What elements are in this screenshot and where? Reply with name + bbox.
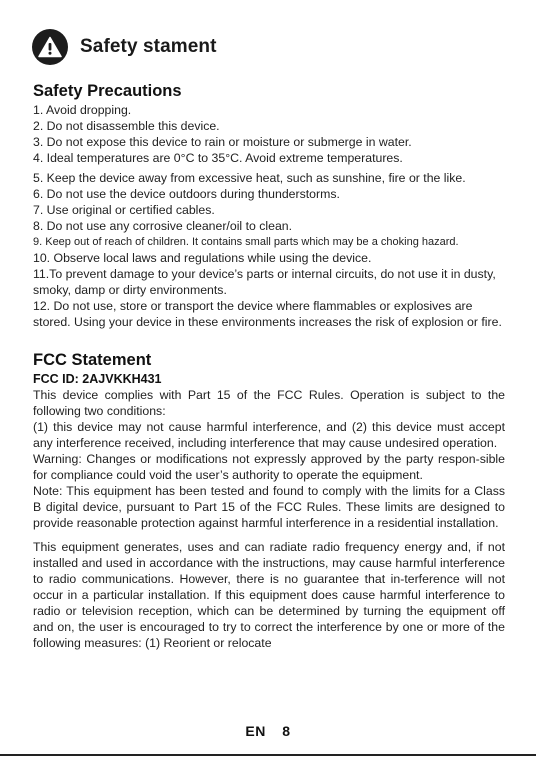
list-item: 3. Do not expose this device to rain or moisture or submerge in water. xyxy=(33,135,412,149)
list-item: 9. Keep out of reach of children. It contains small parts which may be a choking hazard. xyxy=(33,236,459,248)
list-item: 11.To prevent damage to your device’s parts or internal circuits, do not use it in dusty, smoky, damp or dirty environments. xyxy=(33,267,496,297)
fcc-warning: Warning: Changes or modifications not expressly approved by the party respon-sible for compliance could void the user’s authority to operate the equipment. xyxy=(33,452,505,482)
fcc-id: FCC ID: 2AJVKKH431 xyxy=(33,372,162,386)
fcc-heading: FCC Statement xyxy=(33,351,152,369)
safety-list-group2 xyxy=(33,170,505,330)
language-code: EN xyxy=(245,723,266,739)
list-item: 6. Do not use the device outdoors during thunderstorms. xyxy=(33,187,340,201)
footer-divider xyxy=(0,754,536,756)
warning-icon xyxy=(32,29,68,65)
list-item: 7. Use original or certified cables. xyxy=(33,203,215,217)
page-number: 8 xyxy=(282,723,291,739)
list-item: 8. Do not use any corrosive cleaner/oil to clean. xyxy=(33,219,293,233)
page-title: Safety stament xyxy=(80,36,217,57)
list-item: 2. Do not disassemble this device. xyxy=(33,119,220,133)
page-footer xyxy=(0,723,536,739)
list-item: 1. Avoid dropping. xyxy=(33,103,132,117)
fcc-paragraph: This equipment generates, uses and can radiate radio frequency energy and, if not installed and used in accordance with the instructions, may cause harmful interference to radio communications. However, there is no guarantee that in-terference will not occur in a particular installation. If this equipment does cause harmful interference to radio or television reception, which can be determined by turning the equipment off and on, the user is encouraged to try to correct the interference by one or more of the following measures: (1) Reorient or relocate xyxy=(33,540,505,650)
fcc-paragraph: (1) this device may not cause harmful interference, and (2) this device must accept any interference received, including interference that may cause undesired operation. xyxy=(33,420,505,450)
safety-heading: Safety Precautions xyxy=(33,82,182,100)
list-item: 5. Keep the device away from excessive heat, such as sunshine, fire or the like. xyxy=(33,171,466,185)
list-item: 10. Observe local laws and regulations while using the device. xyxy=(33,251,372,265)
list-item: 4. Ideal temperatures are 0°C to 35°C. Avoid extreme temperatures. xyxy=(33,151,403,165)
page-content xyxy=(33,80,505,651)
safety-list-group1 xyxy=(33,102,505,166)
list-item: 12. Do not use, store or transport the device where flammables or explosives are stored. Using your device in these environments increases the risk of explosion or fire. xyxy=(33,299,502,329)
page-header xyxy=(32,29,217,65)
fcc-note: Note: This equipment has been tested and found to comply with the limits for a Class B digital device, pursuant to Part 15 of the FCC Rules. These limits are designed to provide reasonable protection against harmful interference in a residential installation. xyxy=(33,484,505,530)
fcc-paragraph: This device complies with Part 15 of the FCC Rules. Operation is subject to the following two conditions: xyxy=(33,388,505,418)
